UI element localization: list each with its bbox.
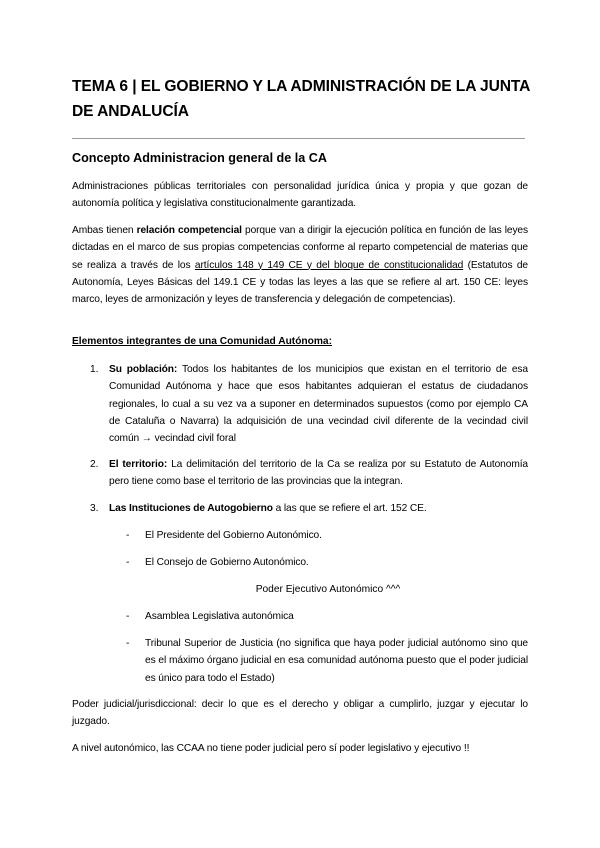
judicial-paragraph: Poder judicial/jurisdiccional: decir lo que es el derecho y obligar a cumplirlo, juzgar y ejecutar lo juzgado. <box>72 699 528 728</box>
dash-bullet: - <box>126 557 130 568</box>
institution-text: Asamblea Legislativa autonómica <box>145 611 294 622</box>
institution-text: El Presidente del Gobierno Autonómico. <box>145 530 322 541</box>
dash-bullet: - <box>126 530 130 541</box>
institution-text: El Consejo de Gobierno Autonómico. <box>145 557 309 568</box>
executive-note: Poder Ejecutivo Autonómico ^^^ <box>255 584 401 595</box>
competencial-middle: porque van a dirigir la ejecución política en función de las leyes dictadas en el marco de sus propias competencias conforme al reparto competencial de materias que se realiza a través de los <box>72 225 528 271</box>
list-item-label: Las Instituciones de Autogobierno <box>109 503 273 514</box>
competencial-bold-term: relación competencial <box>136 225 242 236</box>
section-heading: Concepto Administracion general de la CA <box>72 151 327 165</box>
page-title: TEMA 6 | EL GOBIERNO Y LA ADMINISTRACIÓN DE LA JUNTA DE ANDALUCÍA <box>72 78 530 120</box>
intro-paragraph: Administraciones públicas territoriales con personalidad jurídica única y propia y que gozan de autonomía política y legislativa constitucionalmente garantizada. <box>72 181 528 210</box>
competencial-paragraph <box>72 222 528 308</box>
list-number: 2. <box>90 459 99 470</box>
list-item-text <box>109 500 528 517</box>
list-item-body: La delimitación del territorio de la Ca se realiza por su Estatuto de Autonomía pero tiene como base el territorio de las provincias que la integran. <box>109 459 528 488</box>
list-number: 1. <box>90 364 99 375</box>
list-item-label: El territorio: <box>109 459 168 470</box>
dash-bullet: - <box>126 611 130 622</box>
competencial-underlined-reference: artículos 148 y 149 CE y del bloque de constitucionalidad <box>194 259 464 271</box>
list-item-text <box>109 361 528 447</box>
title-divider <box>72 138 525 139</box>
competencial-lead: Ambas tienen <box>72 225 137 236</box>
list-item-body: a las que se refiere el art. 152 CE. <box>272 503 427 514</box>
list-item-label: Su población: <box>109 364 178 375</box>
competencial-tail: (Estatutos de Autonomía, Leyes Básicas del 149.1 CE y todas las leyes a las que se refiere al art. 150 CE: leyes marco, leyes de armonización y leyes de transferencia y delegación de competencias). <box>72 259 528 306</box>
list-item-text <box>109 456 528 491</box>
final-paragraph: A nivel autonómico, las CCAA no tiene poder judicial pero sí poder legislativo y ejecutivo !! <box>72 743 470 754</box>
dash-bullet: - <box>126 638 130 649</box>
list-item-body: Todos los habitantes de los municipios que existan en el territorio de esa Comunidad Autónoma y hace que esos habitantes adquieran el estatus de ciudadanos regionales, lo cual a su vez va a suponer en determinados supuestos (como por ejemplo CA de Cataluña o Navarra) la adquisición de una vecindad civil diferente de la vecindad civil común → vecindad civil foral <box>109 364 528 445</box>
institution-text: Tribunal Superior de Justicia (no significa que haya poder judicial autónomo sino que es el máximo órgano judicial en esa comunidad autónoma puesto que el poder judicial es único para todo el Estado) <box>145 638 528 684</box>
list-number: 3. <box>90 503 99 514</box>
elements-heading: Elementos integrantes de una Comunidad Autónoma: <box>72 336 332 347</box>
